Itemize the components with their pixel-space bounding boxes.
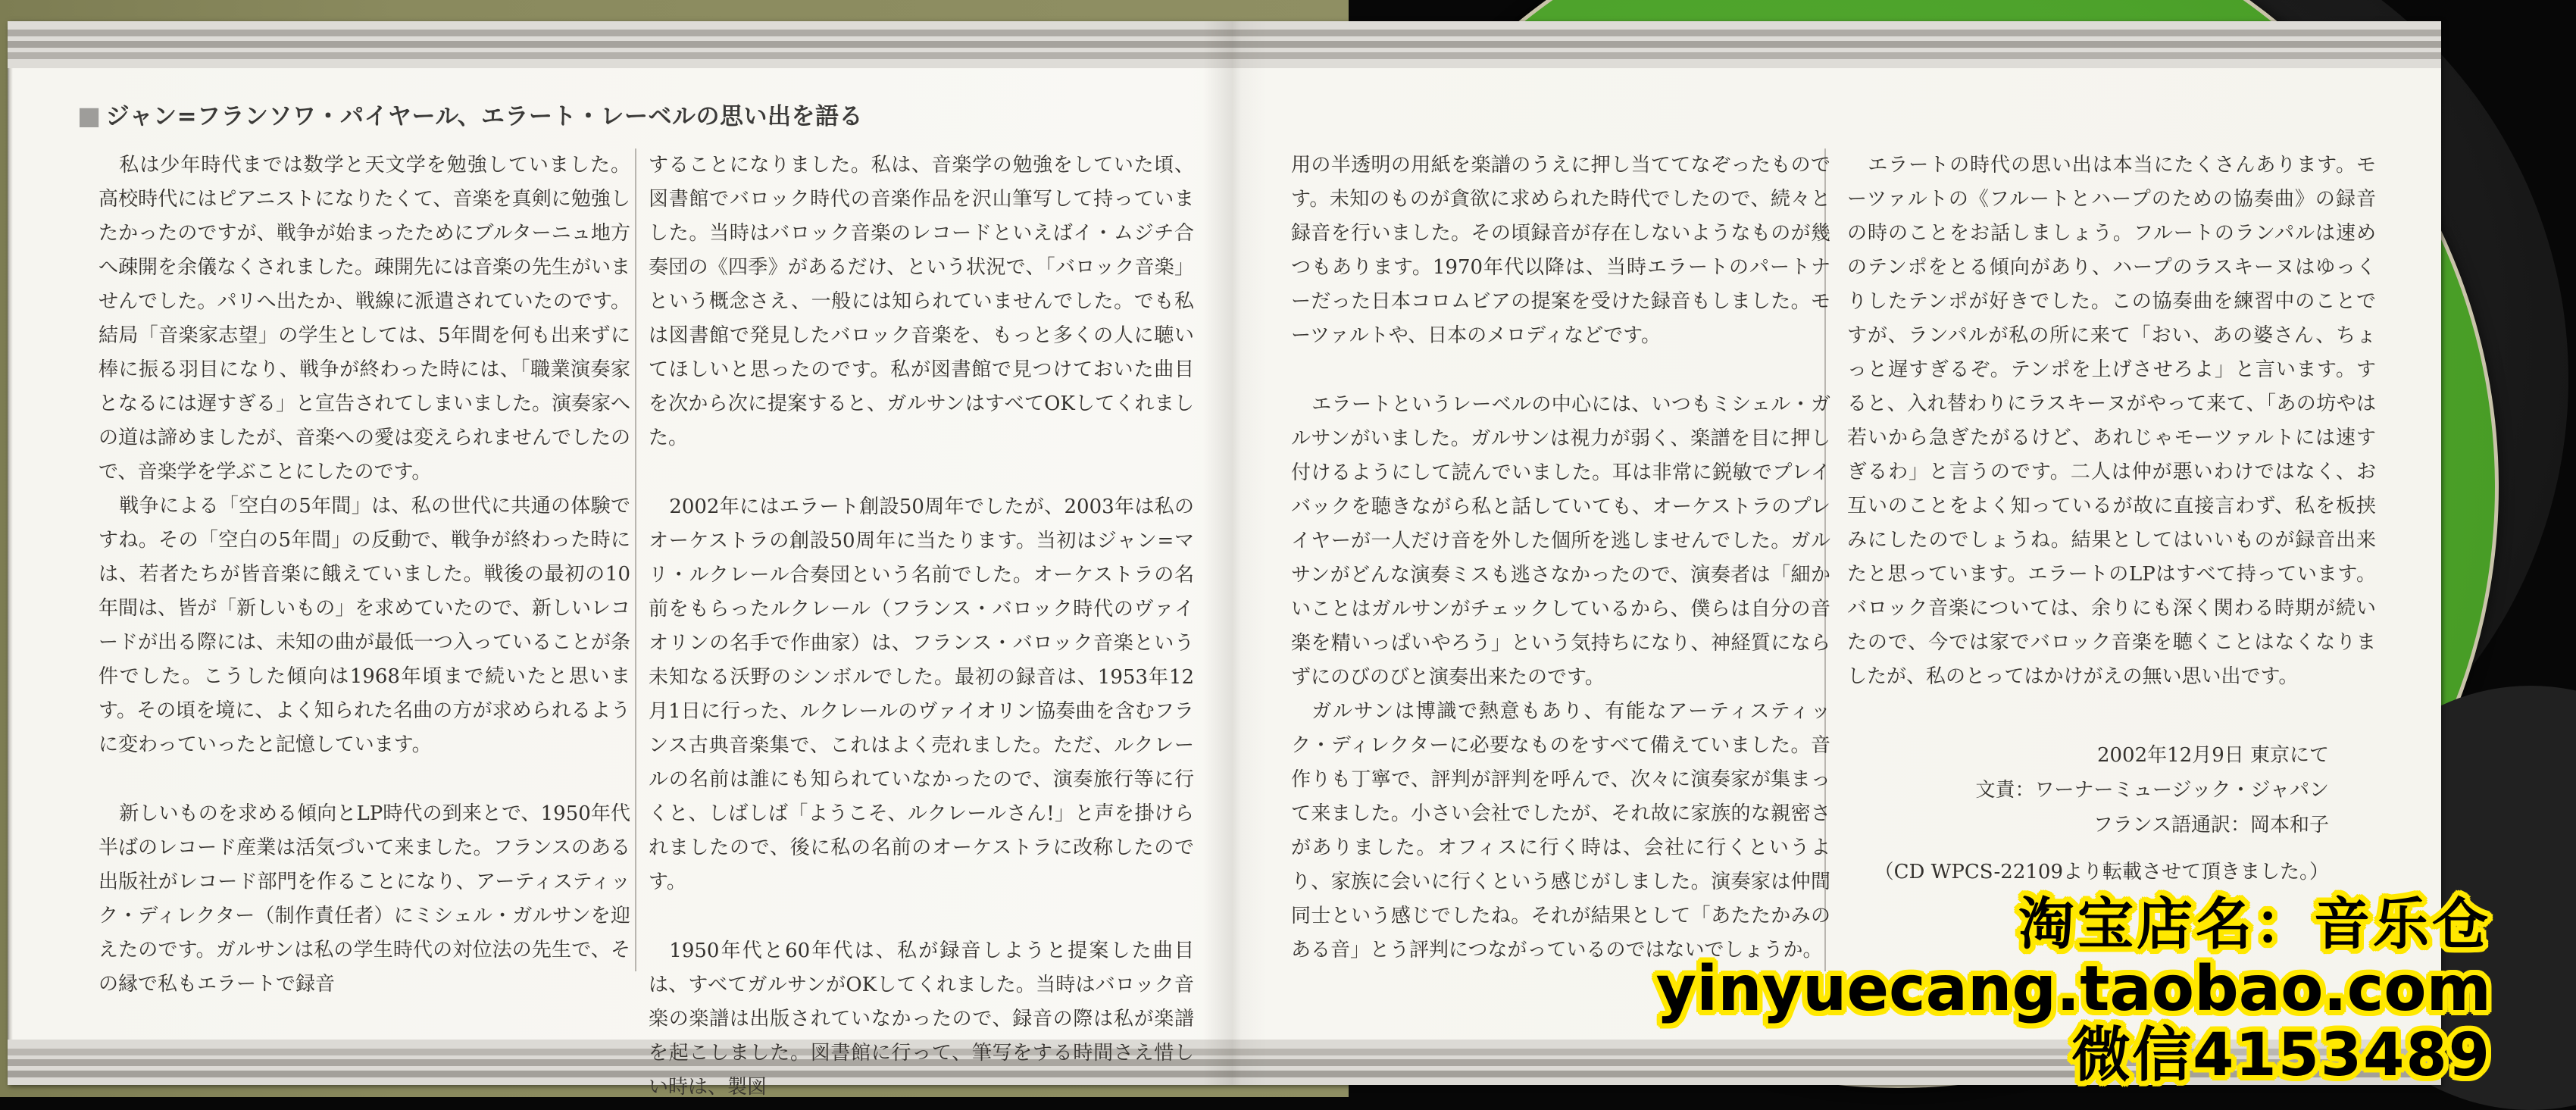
signature-credit: 文責：ワーナーミュージック・ジャパン (1975, 779, 2329, 802)
text-column-1 (98, 149, 630, 1002)
signature-date-place: 2002年12月9日 東京にて (2096, 744, 2329, 767)
page-left-edge (8, 21, 13, 1085)
center-fold-shadow (1203, 21, 1267, 1085)
signature-block (1847, 738, 2376, 890)
paragraph: 用の半透明の用紙を楽譜のうえに押し当ててなぞったものです。未知のものが貪欲に求められた時代でしたので、続々と録音を行いました。その頃録音が存在しないようなものが幾つもあります。1970年代以降は、当時エラートのパートナーだった日本コロムビアの提案を受けた録音もしました。モーツァルトや、日本のメロディなどです。 (1291, 154, 1830, 347)
signature-source-note: （CD WPCS-22109より転載させて頂きました。） (1874, 861, 2329, 883)
paragraph: 私は少年時代までは数学と天文学を勉強していました。高校時代にはピアニストになりたくて、音楽を真剣に勉強したかったのですが、戦争が始まったためにブルターニュ地方へ疎開を余儀なくされました。疎開先には音楽の先生がいませんでした。パリへ出たか、戦線に派遣されていたのです。結局「音楽家志望」の学生としては、5年間を何も出来ずに棒に振る羽目になり、戦争が終わった時には、「職業演奏家となるには遅すぎる」と宣告されてしまいました。演奏家への道は諦めましたが、音楽への愛は変えられませんでしたので、音楽学を学ぶことにしたのです。 (98, 154, 631, 483)
paragraph: 新しいものを求める傾向とLP時代の到来とで、1950年代半ばのレコード産業は活気づいて来ました。フランスのある出版社がレコード部門を作ることになり、アーティスティック・ディレクター（制作責任者）にミシェル・ガルサンを迎えたのです。ガルサンは私の学生時代の対位法の先生で、その縁で私もエラートで録音 (98, 802, 630, 996)
paragraph: 2002年にはエラート創設50周年でしたが、2003年は私のオーケストラの創設50周年に当たります。当初はジャン=マリ・ルクレール合奏団という名前でした。オーケストラの名前をもらったルクレール（フランス・バロック時代のヴァイオリンの名手で作曲家）は、フランス・バロック音楽という未知なる沃野のシンボルでした。最初の録音は、1953年12月1日に行った、ルクレールのヴァイオリン協奏曲を含むフランス古典音楽集で、これはよく売れました。ただ、ルクレールの名前は誰にも知られていなかったので、演奏旅行等に行くと、しばしば「ようこそ、ルクレールさん!」と声を掛けられましたので、後に私の名前のオーケストラに改称したのです。 (649, 496, 1194, 893)
page-title (77, 97, 1214, 131)
column-divider-left-page (635, 149, 636, 971)
text-column-2 (649, 149, 1194, 1105)
paragraph: 戦争による「空白の5年間」は、私の世代に共通の体験ですね。その「空白の5年間」の反動で、戦争が終わった時には、若者たちが皆音楽に餓えていました。戦後の最初の10年間は、皆が「新しいもの」を求めていたので、新しいレコードが出る際には、未知の曲が最低一つ入っていることが条件でした。こうした傾向は1968年頃まで続いたと思います。その頃を境に、よく知られた名曲の方が求められるように変わっていったと記憶しています。 (98, 495, 631, 756)
paragraph: エラートというレーベルの中心には、いつもミシェル・ガルサンがいました。ガルサンは視力が弱く、楽譜を目に押し付けるようにして読んでいました。耳は非常に鋭敏でプレイバックを聴きながら私と話していても、オーケストラのプレイヤーが一人だけ音を外した個所を逃しませんでした。ガルサンがどんな演奏ミスも逃さなかったので、演奏者は「細かいことはガルサンがチェックしているから、僕らは自分の音楽を精いっぱいやろう」という気持ちになり、神経質にならずにのびのびと演奏出来たのです。 (1291, 393, 1830, 689)
paragraph: エラートの時代の思い出は本当にたくさんあります。モーツァルトの《フルートとハープのための協奏曲》の録音の時のことをお話しましょう。フルートのランパルは速めのテンポをとる傾向があり、ハープのラスキーヌはゆっくりしたテンポが好きでした。この協奏曲を練習中のことですが、ランパルが私の所に来て「おい、あの婆さん、ちょっと遅すぎるぞ。テンポを上げさせろよ」と言います。すると、入れ替わりにラスキーヌがやって来て、「あの坊やは若いから急ぎたがるけど、あれじゃモーツァルトには速すぎるわ」と言うのです。二人は仲が悪いわけではなく、お互いのことをよく知っているが故に直接言わず、私を板挟みにしたのでしょうね。結果としてはいいものが録音出来たと思っています。エラートのLPはすべて持っています。バロック音楽については、余りにも深く関わる時期が続いたので、今では家でバロック音楽を聴くことはなくなりましたが、私のとってはかけがえの無い思い出です。 (1847, 154, 2376, 688)
watermark-shop-name: 淘宝店名：音乐仓 (2018, 892, 2491, 957)
heading-square-icon: ■ (77, 101, 102, 130)
seller-watermark (1656, 893, 2491, 1088)
paragraph: ガルサンは博識で熱意もあり、有能なアーティスティック・ディレクターに必要なものをすべて備えていました。音作りも丁寧で、評判が評判を呼んで、次々に演奏家が集まって来ました。小さい会社でしたが、それ故に家族的な親密さがありました。オフィスに行く時は、会社に行くというより、家族に会いに行くという感じがしました。演奏家は仲間同士という感じでしたね。それが結果として「あたたかみのある音」とう評判につながっているのではないでしょうか。 (1291, 700, 1830, 961)
watermark-url: yinyuecang.taobao.com (1655, 953, 2491, 1025)
text-column-4 (1847, 149, 2376, 890)
paragraph: することになりました。私は、音楽学の勉強をしていた頃、図書館でバロック時代の音楽作品を沢山筆写して持っていました。当時はバロック音楽のレコードといえばイ・ムジチ合奏団の《四季》があるだけ、という状況で、「バロック音楽」という概念さえ、一般には知られていませんでした。でも私は図書館で発見したバロック音楽を、もっと多くの人に聴いてほしいと思ったのです。私が図書館で見つけておいた曲目を次から次に提案すると、ガルサンはすべてOKしてくれました。 (649, 154, 1194, 449)
watermark-wechat-id: 微信4153489 (2071, 1021, 2491, 1090)
paragraph: 1950年代と60年代は、私が録音しようと提案した曲目は、すべてガルサンがOKしてくれました。当時はバロック音楽の楽譜は出版されていなかったので、録音の際は私が楽譜を起こしました。図書館に行って、筆写をする時間さえ惜しい時は、製図 (649, 940, 1194, 1099)
signature-translator: フランス語通訳：岡本和子 (2093, 814, 2329, 836)
text-column-3 (1291, 149, 1830, 968)
page-title-text: ジャン=フランソワ・パイヤール、エラート・レーベルの思い出を語る (105, 103, 863, 130)
